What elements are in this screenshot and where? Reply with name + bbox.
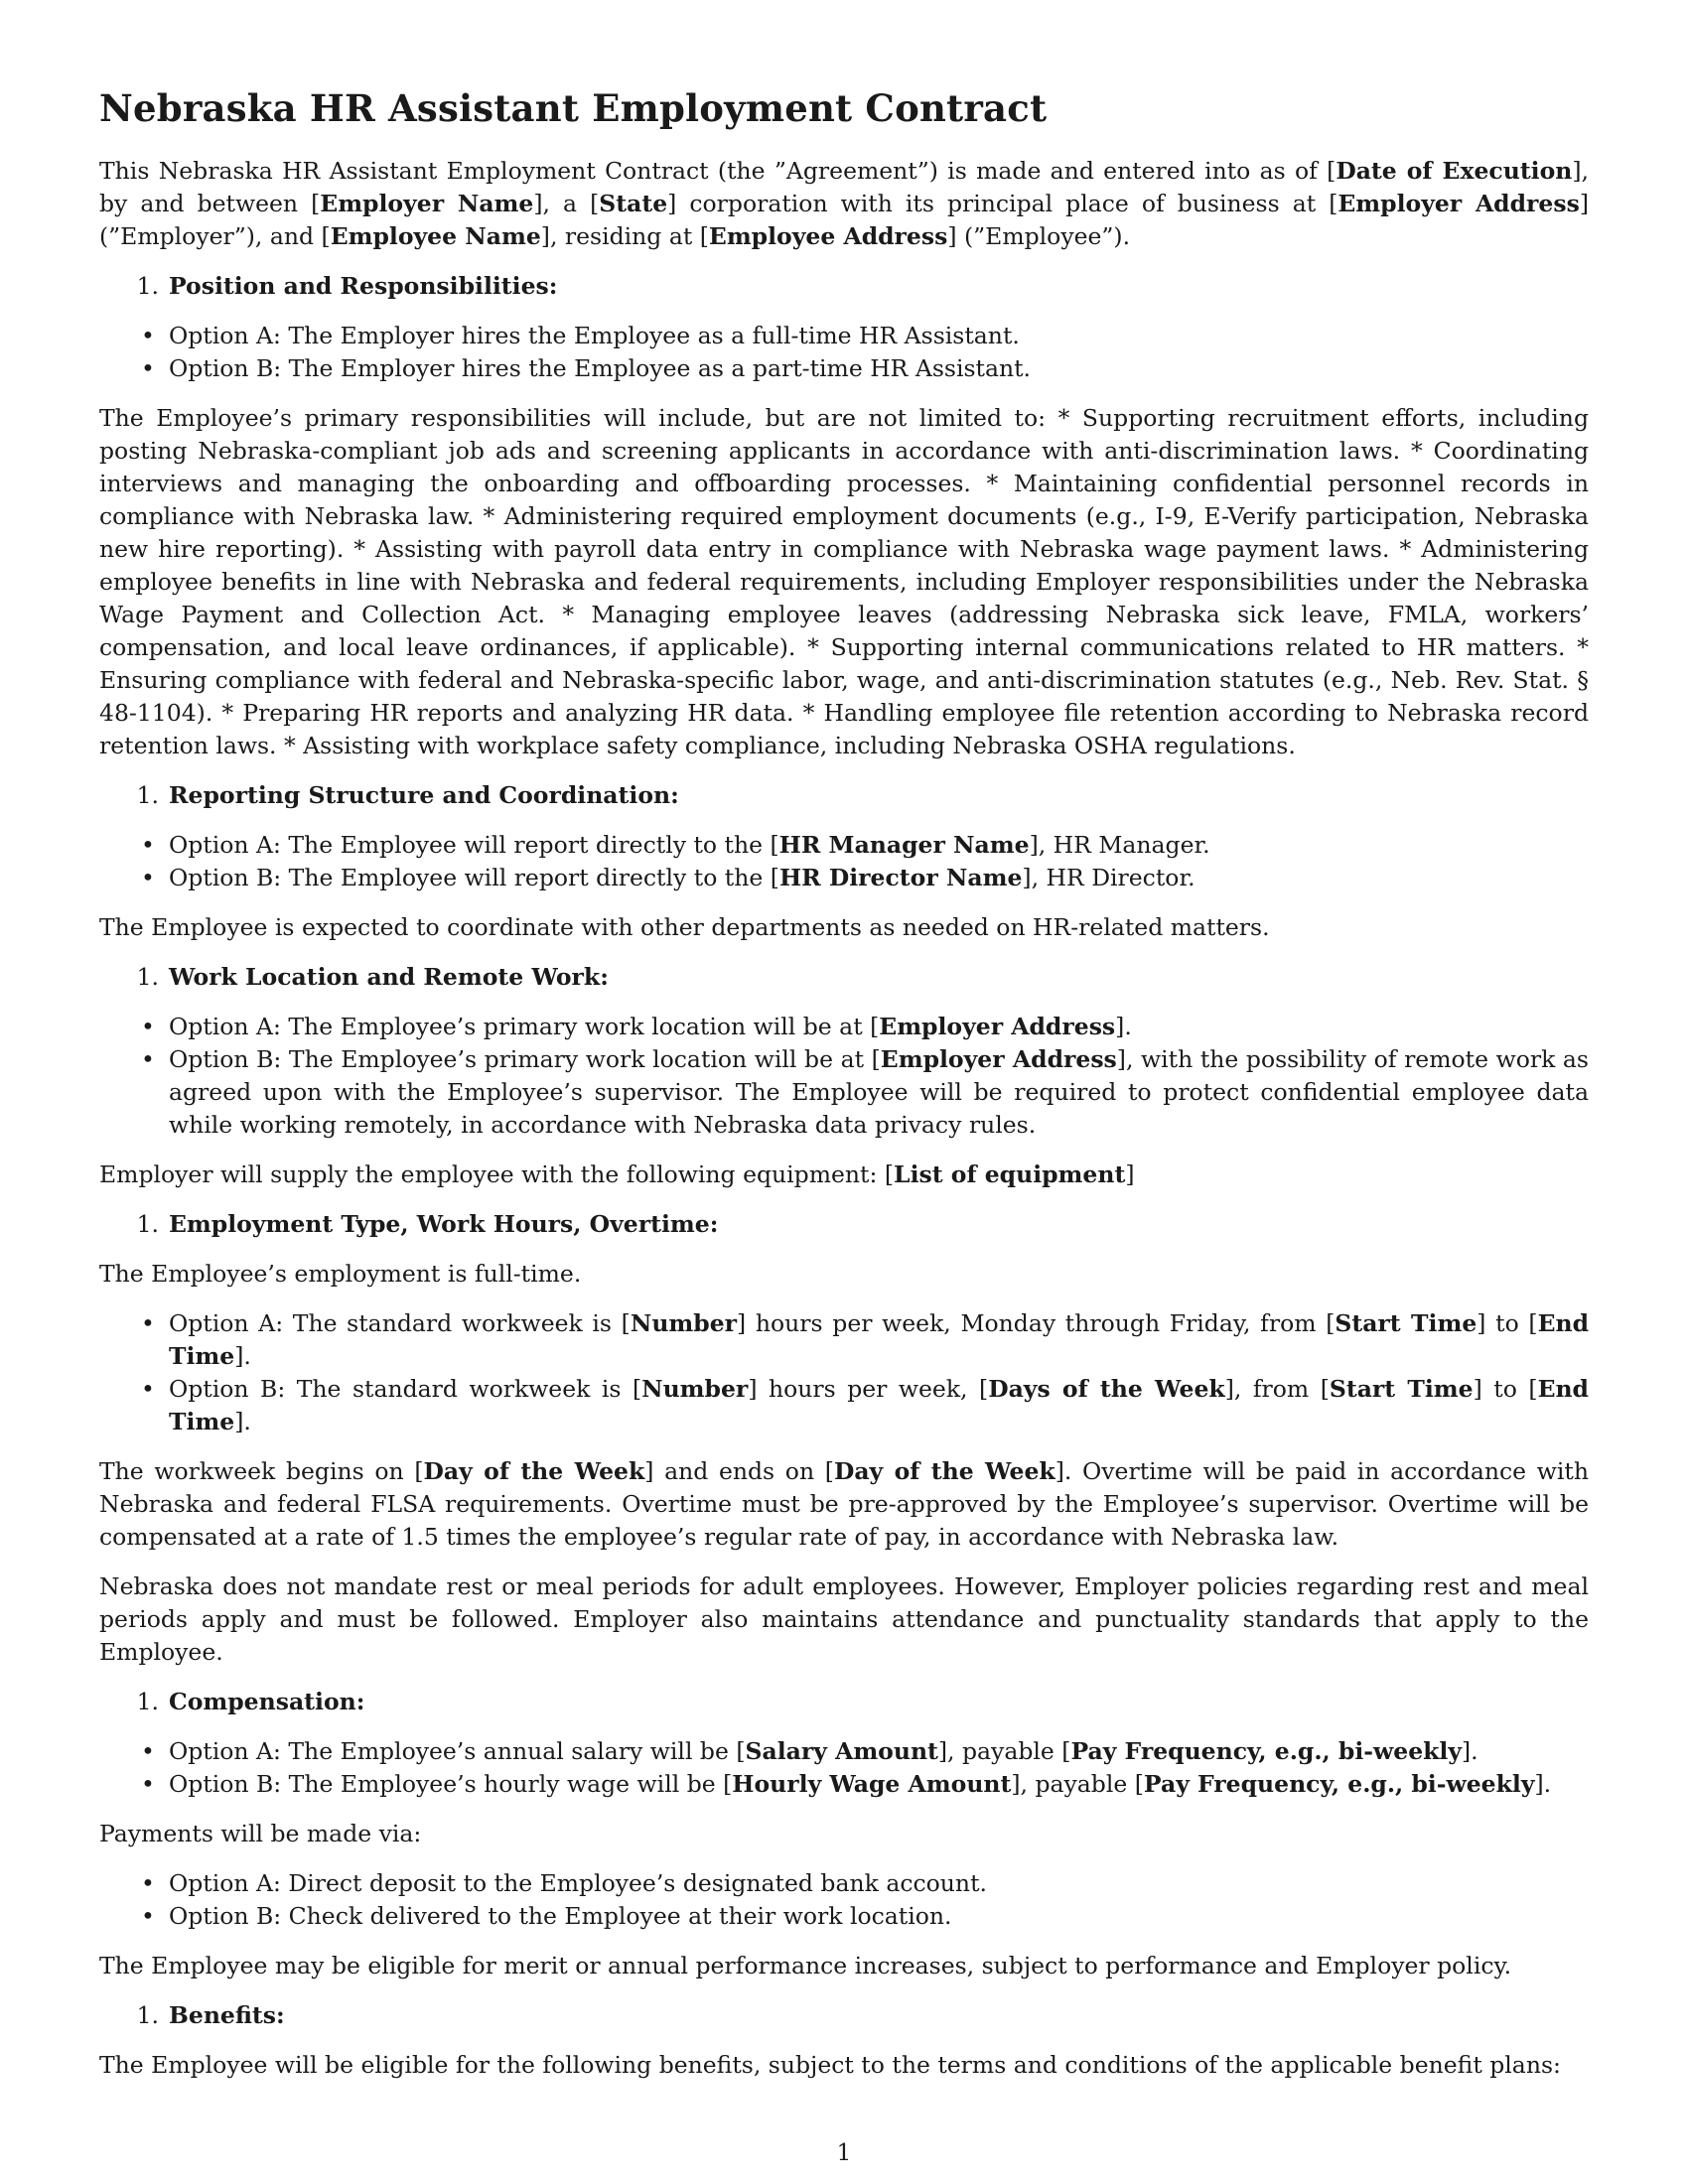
payment-options-list xyxy=(99,1867,1589,1933)
list-item: • Option A: The Employee’s primary work location will be at [Employer Address]. xyxy=(99,1011,1589,1043)
section-heading-location xyxy=(99,961,1589,994)
section-title: Benefits: xyxy=(169,2001,285,2029)
merit-paragraph: The Employee may be eligible for merit or annual performance increases, subject to performance and Employer policy. xyxy=(99,1952,1512,1979)
bullet-icon: • xyxy=(141,1309,155,1337)
compensation-options-list xyxy=(99,1735,1589,1801)
benefits-intro-paragraph: The Employee will be eligible for the following benefits, subject to the terms and conditions of the applicable benefit plans: xyxy=(99,2051,1561,2079)
bullet-icon: • xyxy=(141,1375,155,1403)
rest-periods-paragraph: Nebraska does not mandate rest or meal periods for adult employees. However, Employer policies regarding rest and meal periods apply and must be followed. Employer also maintains attendance and punctuality standards that apply to the Employee. xyxy=(99,1572,1589,1666)
section-title: Work Location and Remote Work: xyxy=(169,963,609,991)
list-item: • Option A: The Employee’s annual salary will be [Salary Amount], payable [Pay Frequency, e.g., bi-weekly]. xyxy=(99,1735,1589,1768)
responsibilities-paragraph: The Employee’s primary responsibilities will include, but are not limited to: * Supporting recruitment efforts, including posting Nebraska-compliant job ads and screening applicants in accordance with anti-discrimination laws. * Coordinating interviews and managing the onboarding and offboarding processes. * Maintaining confidential personnel records in compliance with Nebraska law. * Administering required employment documents (e.g., I-9, E-Verify participation, Nebraska new hire reporting). * Assisting with payroll data entry in compliance with Nebraska wage payment laws. * Administering employee benefits in line with Nebraska and federal requirements, including Employer responsibilities under the Nebraska Wage Payment and Collection Act. * Managing employee leaves (addressing Nebraska sick leave, FMLA, workers’ compensation, and local leave ordinances, if applicable). * Supporting internal communications related to HR matters. * Ensuring compliance with federal and Nebraska-specific labor, wage, and anti-discrimination statutes (e.g., Neb. Rev. Stat. § 48-1104). * Preparing HR reports and analyzing HR data. * Handling employee file retention according to Nebraska record retention laws. * Assisting with workplace safety compliance, including Nebraska OSHA regulations. xyxy=(99,404,1589,759)
bullet-icon: • xyxy=(141,1869,155,1897)
section-number: 1. xyxy=(136,1210,159,1238)
bullet-icon: • xyxy=(141,1770,155,1798)
section-number: 1. xyxy=(136,2001,159,2029)
section-heading-reporting xyxy=(99,779,1589,812)
bullet-icon: • xyxy=(141,831,155,859)
list-item: • Option A: Direct deposit to the Employee’s designated bank account. xyxy=(99,1867,1589,1900)
section-heading-position xyxy=(99,270,1589,303)
list-item: • Option A: The standard workweek is [Number] hours per week, Monday through Friday, from [Start Time] to [End Time]. xyxy=(141,1309,1590,1370)
section-heading-compensation xyxy=(99,1686,1589,1718)
workweek-paragraph: The workweek begins on [Day of the Week] and ends on [Day of the Week]. Overtime will be paid in accordance with Nebraska and federal FLSA requirements. Overtime must be pre-approved by the Employee’s supervisor. Overtime will be compensated at a rate of 1.5 times the employee’s regular rate of pay, in accordance with Nebraska law. xyxy=(99,1457,1589,1551)
bullet-icon: • xyxy=(141,1045,155,1073)
bullet-icon: • xyxy=(141,354,155,382)
equipment-paragraph: Employer will supply the employee with the following equipment: [List of equipment] xyxy=(99,1160,1135,1188)
section-number: 1. xyxy=(136,1688,159,1715)
document-page xyxy=(99,85,1589,2099)
list-item: • Option A: The Employer hires the Employee as a full-time HR Assistant. xyxy=(99,320,1589,352)
employment-type-paragraph: The Employee’s employment is full-time. xyxy=(99,1260,582,1288)
section-title: Employment Type, Work Hours, Overtime: xyxy=(169,1210,719,1238)
location-options-list xyxy=(99,1011,1589,1142)
coordination-paragraph: The Employee is expected to coordinate with other departments as needed on HR-related matters. xyxy=(99,913,1270,941)
payments-intro-paragraph: Payments will be made via: xyxy=(99,1820,422,1847)
bullet-icon: • xyxy=(141,1737,155,1765)
list-item: • Option B: The standard workweek is [Number] hours per week, [Days of the Week], from [Start Time] to [End Time]. xyxy=(141,1375,1589,1435)
section-heading-hours xyxy=(99,1208,1589,1241)
section-title: Compensation: xyxy=(169,1688,365,1715)
list-item: • Option B: The Employer hires the Employee as a part-time HR Assistant. xyxy=(99,352,1589,385)
page-number: 1 xyxy=(836,2140,852,2166)
section-number: 1. xyxy=(136,963,159,991)
bullet-icon: • xyxy=(141,1902,155,1930)
reporting-options-list xyxy=(99,829,1589,894)
position-options-list xyxy=(99,320,1589,385)
intro-paragraph: This Nebraska HR Assistant Employment Contract (the ”Agreement”) is made and entered into as of [Date of Execution], by and between [Employer Name], a [State] corporation with its principal place of business at [Employer Address] (”Employer”), and [Employee Name], residing at [Employee Address] (”Employee”). xyxy=(99,157,1590,250)
list-item: • Option B: The Employee’s primary work location will be at [Employer Address], with the possibility of remote work as agreed upon with the Employee’s supervisor. The Employee will be required to protect confidential employee data while working remotely, in accordance with Nebraska data privacy rules. xyxy=(141,1045,1589,1139)
section-title: Reporting Structure and Coordination: xyxy=(169,781,679,809)
document-title: Nebraska HR Assistant Employment Contract xyxy=(99,86,1048,130)
bullet-icon: • xyxy=(141,322,155,349)
section-title: Position and Responsibilities: xyxy=(169,272,558,300)
bullet-icon: • xyxy=(141,864,155,891)
list-item: • Option A: The Employee will report directly to the [HR Manager Name], HR Manager. xyxy=(99,829,1589,862)
section-number: 1. xyxy=(136,272,159,300)
list-item: • Option B: Check delivered to the Employee at their work location. xyxy=(99,1900,1589,1933)
section-heading-benefits xyxy=(99,1999,1589,2032)
list-item: • Option B: The Employee will report directly to the [HR Director Name], HR Director. xyxy=(99,862,1589,894)
bullet-icon: • xyxy=(141,1013,155,1040)
section-number: 1. xyxy=(136,781,159,809)
list-item: • Option B: The Employee’s hourly wage will be [Hourly Wage Amount], payable [Pay Frequency, e.g., bi-weekly]. xyxy=(99,1768,1589,1801)
hours-options-list xyxy=(99,1307,1589,1438)
